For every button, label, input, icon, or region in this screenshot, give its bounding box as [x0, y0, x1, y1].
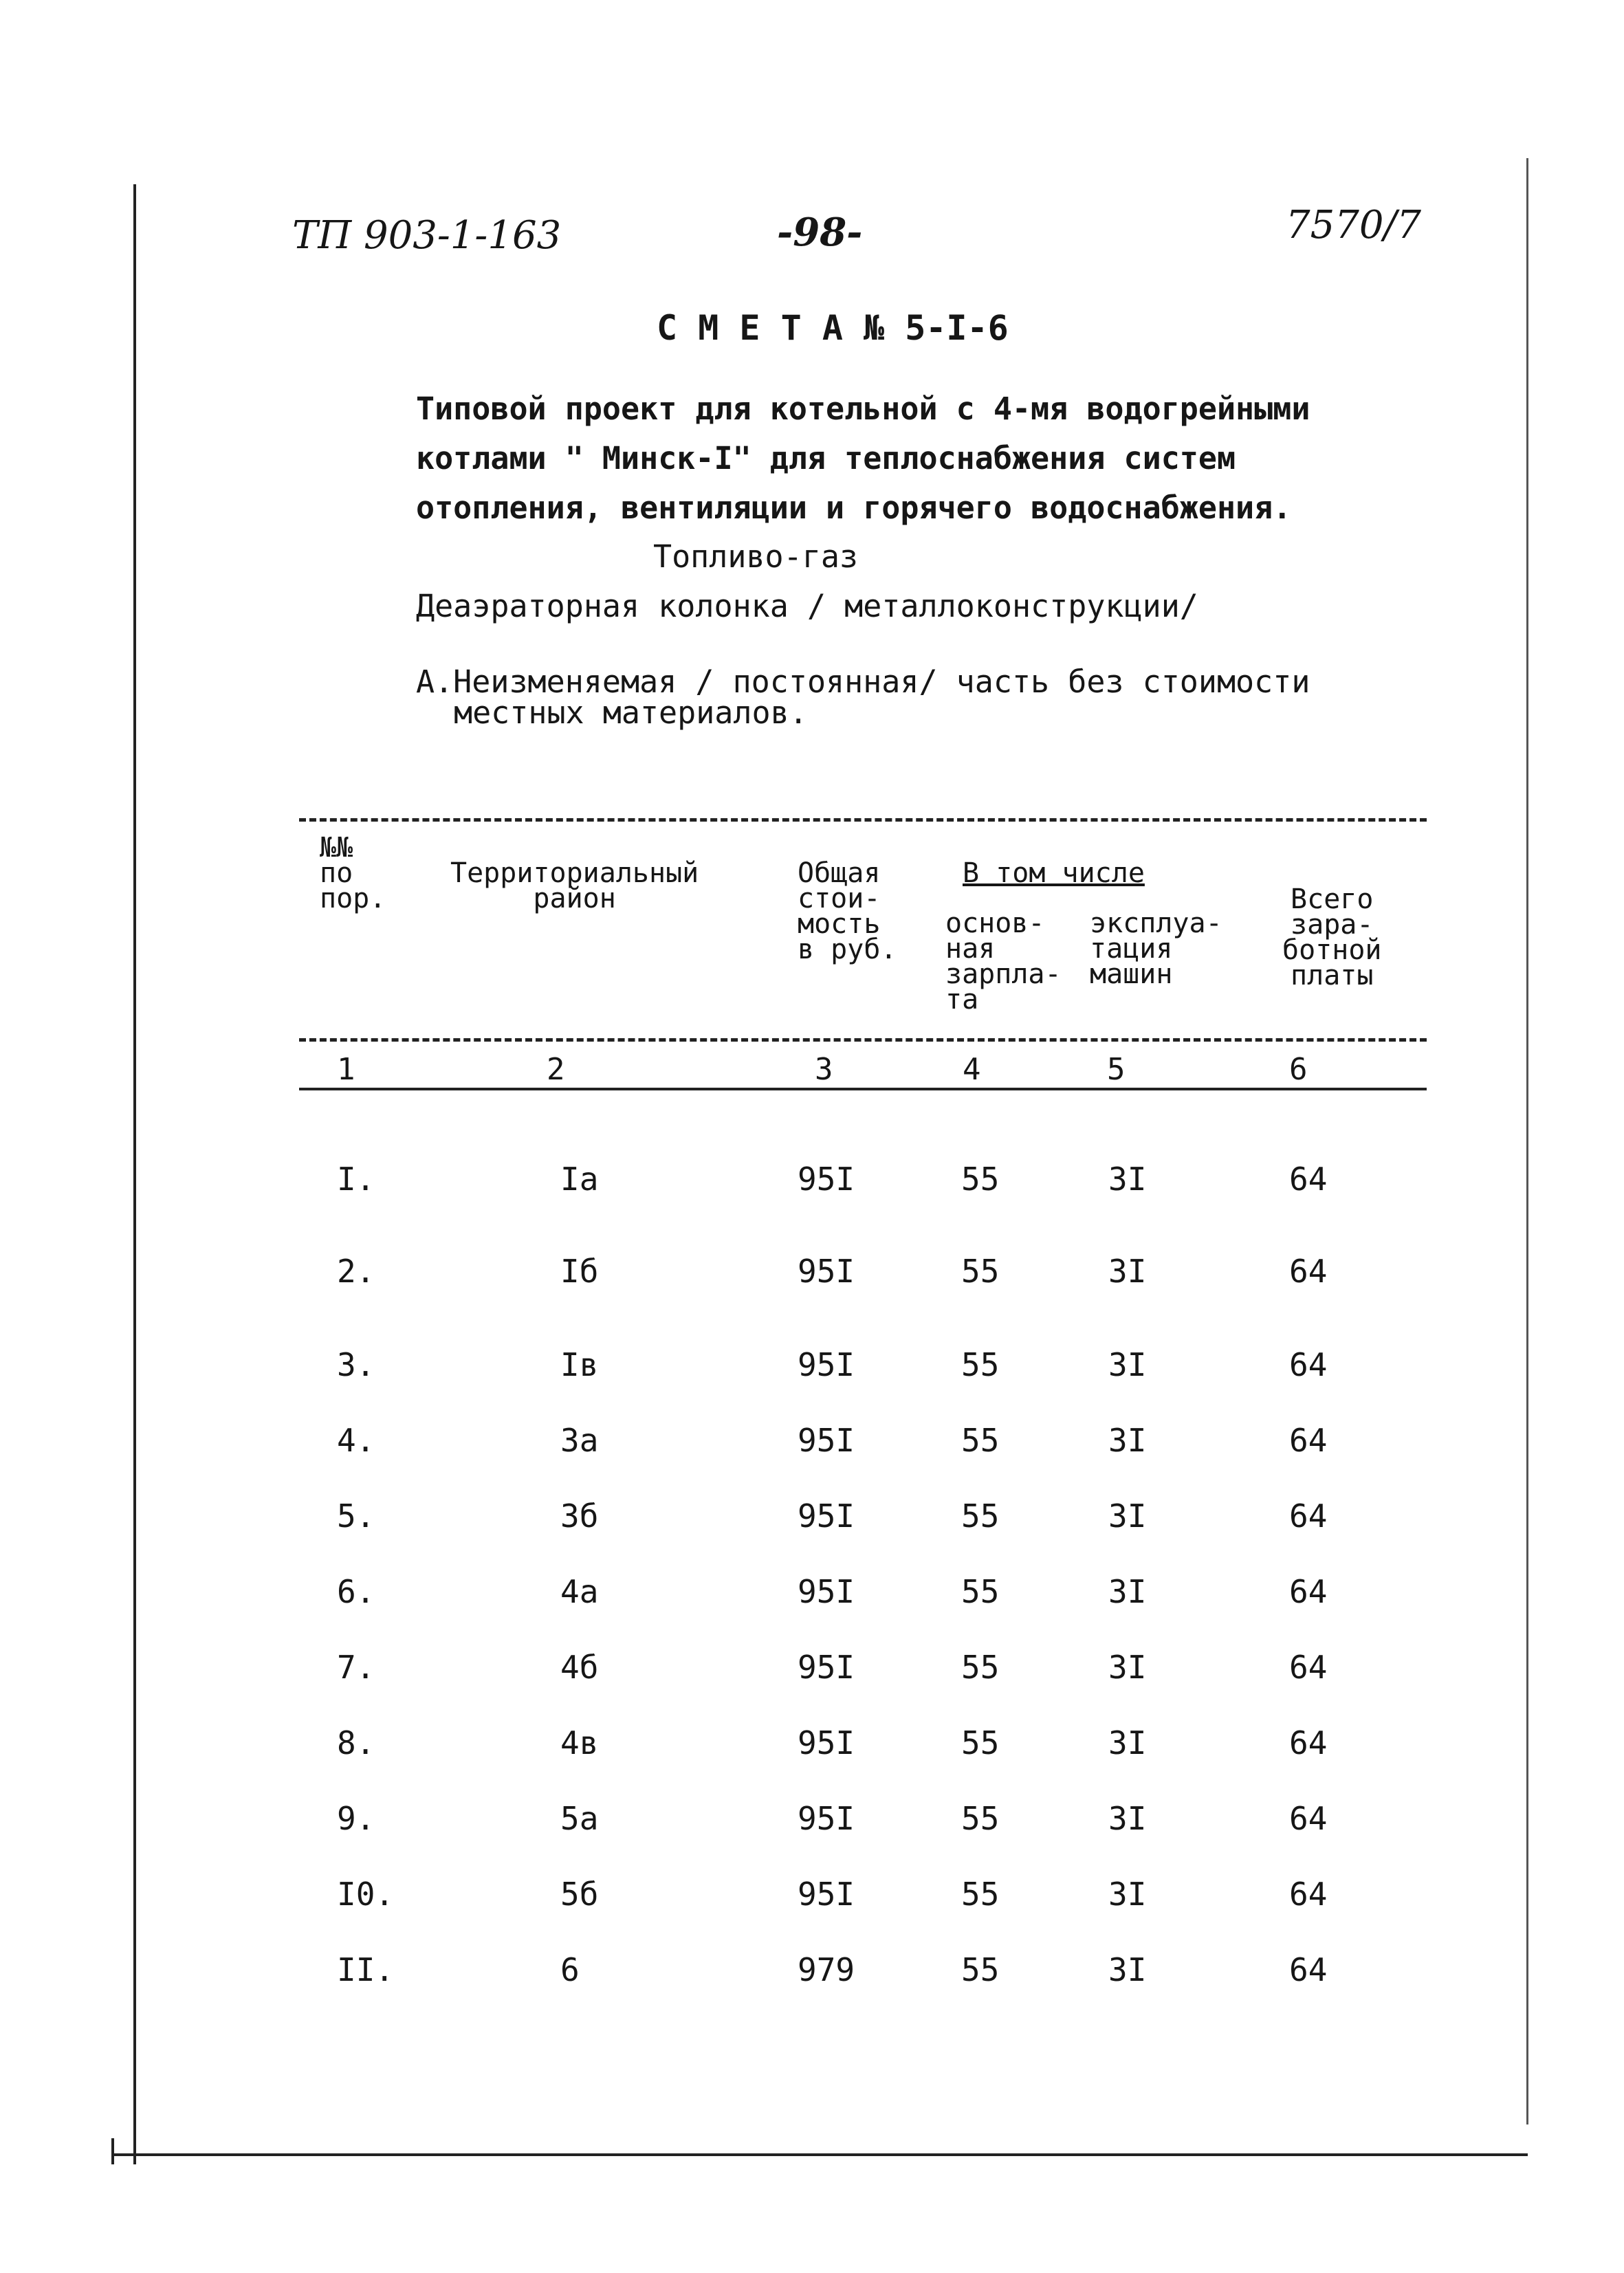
project-description-line-3: отопления, вентиляции и горячего водоснабжения.: [416, 490, 1292, 526]
row-base-wage: 55: [961, 1951, 1000, 1988]
row-total-wage: 64: [1289, 1253, 1328, 1290]
row-machine-operation: 3I: [1108, 1253, 1147, 1290]
header-col4: основ- ная зарпла- та: [945, 908, 1062, 1015]
project-description-line-1: Типовой проект для котельной с 4-мя водогрейными: [416, 391, 1310, 427]
row-total-cost: 95I: [798, 1876, 855, 1913]
section-heading-line-2: местных материалов.: [454, 694, 808, 731]
row-number: 5.: [337, 1497, 375, 1535]
column-number-5: 5: [1107, 1052, 1126, 1087]
header-col5: эксплуа- тация машин: [1090, 908, 1222, 990]
row-number: I.: [337, 1161, 375, 1198]
row-total-cost: 95I: [798, 1161, 855, 1198]
section-heading-line-1: А.Неизменяемая / постоянная/ часть без стоимости: [416, 663, 1310, 700]
row-base-wage: 55: [961, 1724, 1000, 1761]
row-machine-operation: 3I: [1108, 1161, 1147, 1198]
row-number: 3.: [337, 1346, 375, 1383]
row-number: II.: [337, 1951, 395, 1988]
header-col6: Всего зара- ботной платы: [1282, 883, 1382, 991]
row-total-wage: 64: [1289, 1876, 1328, 1913]
header-col3: Общая стои- мость в руб.: [798, 857, 897, 965]
row-machine-operation: 3I: [1108, 1649, 1147, 1686]
row-total-wage: 64: [1289, 1161, 1328, 1198]
row-total-wage: 64: [1289, 1951, 1328, 1988]
row-total-wage: 64: [1289, 1497, 1328, 1535]
row-region: 5б: [560, 1876, 599, 1913]
row-total-cost: 979: [798, 1951, 855, 1988]
column-number-3: 3: [815, 1052, 833, 1087]
row-region: 4б: [560, 1649, 599, 1686]
row-total-cost: 95I: [798, 1422, 855, 1459]
row-machine-operation: 3I: [1108, 1497, 1147, 1535]
table-top-rule: [299, 818, 1427, 822]
row-number: 9.: [337, 1800, 375, 1837]
header-col1: №№ по пор.: [320, 832, 386, 914]
row-region: 4в: [560, 1724, 599, 1761]
column-number-2: 2: [547, 1052, 565, 1087]
row-total-cost: 95I: [798, 1346, 855, 1383]
column-number-6: 6: [1289, 1052, 1308, 1087]
row-region: Iб: [560, 1253, 599, 1290]
row-number: 4.: [337, 1422, 375, 1459]
bottom-margin-line: [111, 2153, 1528, 2156]
row-base-wage: 55: [961, 1800, 1000, 1837]
project-description-line-2: котлами " Минск-I" для теплоснабжения систем: [416, 440, 1236, 476]
doc-code: ТП 903-1-163: [292, 213, 562, 258]
row-machine-operation: 3I: [1108, 1573, 1147, 1610]
right-margin-line: [1526, 158, 1528, 2124]
page-number: -98-: [777, 210, 863, 255]
row-region: 4а: [560, 1573, 599, 1610]
row-region: 5а: [560, 1800, 599, 1837]
row-base-wage: 55: [961, 1346, 1000, 1383]
row-region: Iв: [560, 1346, 599, 1383]
ref-code: 7570/7: [1286, 203, 1422, 248]
row-machine-operation: 3I: [1108, 1951, 1147, 1988]
row-total-cost: 95I: [798, 1497, 855, 1535]
row-base-wage: 55: [961, 1422, 1000, 1459]
row-machine-operation: 3I: [1108, 1724, 1147, 1761]
row-region: Iа: [560, 1161, 599, 1198]
row-region: 3а: [560, 1422, 599, 1459]
column-number-4: 4: [963, 1052, 981, 1087]
row-total-wage: 64: [1289, 1724, 1328, 1761]
row-machine-operation: 3I: [1108, 1800, 1147, 1837]
row-number: 8.: [337, 1724, 375, 1761]
row-base-wage: 55: [961, 1876, 1000, 1913]
row-machine-operation: 3I: [1108, 1346, 1147, 1383]
row-total-wage: 64: [1289, 1649, 1328, 1686]
header-col2: Территориальный район: [450, 857, 699, 914]
row-total-cost: 95I: [798, 1253, 855, 1290]
column-number-1: 1: [337, 1052, 355, 1087]
row-total-wage: 64: [1289, 1800, 1328, 1837]
bottom-left-tick: [111, 2138, 114, 2164]
row-base-wage: 55: [961, 1497, 1000, 1535]
row-base-wage: 55: [961, 1161, 1000, 1198]
row-base-wage: 55: [961, 1253, 1000, 1290]
header-group-in-total: В том числе: [963, 857, 1145, 889]
table-header-bottom-rule: [299, 1038, 1427, 1042]
row-machine-operation: 3I: [1108, 1422, 1147, 1459]
column-number-rule: [299, 1088, 1427, 1090]
row-number: 2.: [337, 1253, 375, 1290]
row-base-wage: 55: [961, 1573, 1000, 1610]
row-total-cost: 95I: [798, 1800, 855, 1837]
row-total-wage: 64: [1289, 1573, 1328, 1610]
fuel-type: Топливо-газ: [653, 538, 859, 575]
row-total-cost: 95I: [798, 1724, 855, 1761]
row-machine-operation: 3I: [1108, 1876, 1147, 1913]
row-total-wage: 64: [1289, 1346, 1328, 1383]
estimate-object: Деаэраторная колонка / металлоконструкции/: [416, 588, 1198, 624]
left-margin-line: [133, 184, 136, 2164]
row-number: I0.: [337, 1876, 395, 1913]
row-total-cost: 95I: [798, 1649, 855, 1686]
row-number: 6.: [337, 1573, 375, 1610]
row-total-cost: 95I: [798, 1573, 855, 1610]
document-title: С М Е Т А № 5-I-6: [657, 308, 1009, 348]
row-region: 3б: [560, 1497, 599, 1535]
row-total-wage: 64: [1289, 1422, 1328, 1459]
row-number: 7.: [337, 1649, 375, 1686]
row-base-wage: 55: [961, 1649, 1000, 1686]
row-region: 6: [560, 1951, 580, 1988]
